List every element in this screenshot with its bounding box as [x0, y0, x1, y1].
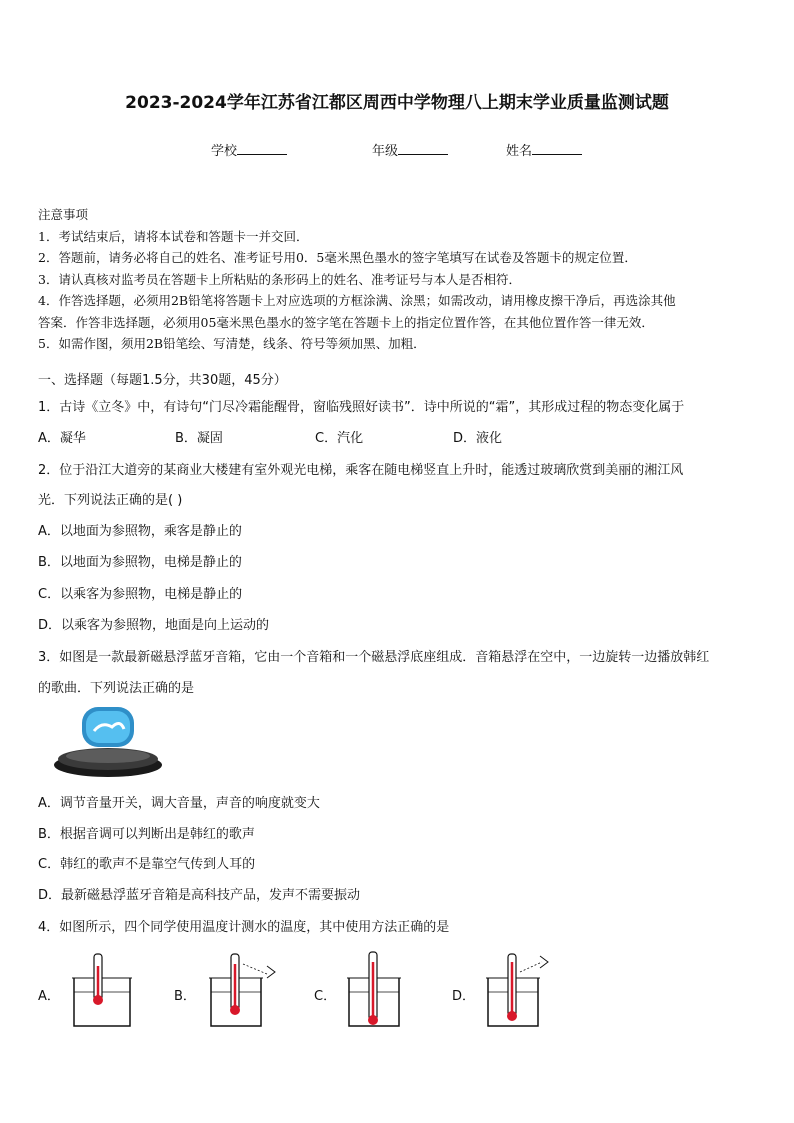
- q1-stem: 1．古诗《立冬》中，有诗句“门尽冷霜能醒骨，窗临残照好读书”．诗中所说的“霜”，其形成过程的物态变化属于: [38, 400, 685, 415]
- q2-option-d: D．以乘客为参照物，地面是向上运动的: [38, 618, 270, 633]
- q3-option-a: A．调节音量开关，调大音量，声音的响度就变大: [38, 796, 320, 811]
- grade-blank: [398, 142, 448, 155]
- name-label: 姓名: [506, 144, 533, 159]
- eye-icon: [267, 966, 275, 978]
- q2-option-b: B．以地面为参照物，电梯是静止的: [38, 555, 242, 570]
- thermometer-d-figure: [482, 950, 562, 1030]
- thermometer-b-figure: [205, 950, 285, 1030]
- name-blank: [532, 142, 582, 155]
- q2-stem-line1: 2．位于沿江大道旁的某商业大楼建有室外观光电梯，乘客在随电梯竖直上升时，能透过玻璃欣赏到美丽的湘江风: [38, 463, 684, 478]
- q1-option-a: A．凝华: [38, 431, 86, 446]
- notice-item: 2．答题前，请务必将自己的姓名、准考证号用0．5毫米黑色墨水的签字笔填写在试卷及答题卡的规定位置．: [38, 250, 637, 265]
- notice-item: 4．作答选择题，必须用2B铅笔将答题卡上对应选项的方框涂满、涂黑；如需改动，请用橡皮擦干净后，再选涂其他: [38, 293, 676, 308]
- q3-option-d: D．最新磁悬浮蓝牙音箱是高科技产品，发声不需要振动: [38, 888, 361, 903]
- q2-option-c: C．以乘客为参照物，电梯是静止的: [38, 587, 243, 602]
- q3-option-b: B．根据音调可以判断出是韩红的歌声: [38, 827, 255, 842]
- notice-item: 3．请认真核对监考员在答题卡上所粘贴的条形码上的姓名、准考证号与本人是否相符．: [38, 271, 521, 287]
- q2-stem-line2: 光．下列说法正确的是( ): [38, 493, 183, 508]
- name-field: [506, 140, 582, 159]
- q1-option-d: D．液化: [453, 431, 503, 446]
- q4-option-b: B．: [174, 989, 196, 1004]
- notice-item: 答案．作答非选择题，必须用05毫米黑色墨水的签字笔在答题卡上的指定位置作答，在其他位置作答一律无效．: [38, 314, 654, 330]
- school-blank: [237, 142, 287, 155]
- thermometer-c-figure: [343, 950, 413, 1030]
- school-field: [211, 140, 287, 159]
- notice-heading: 注意事项: [38, 207, 89, 222]
- notice-section: [38, 204, 768, 355]
- q1-option-c: C．汽化: [315, 431, 364, 446]
- section-heading: 一、选择题（每题1.5分，共30题，45分）: [38, 373, 287, 388]
- maglev-speaker-figure: [50, 703, 166, 781]
- q4-option-c: C．: [314, 989, 337, 1004]
- grade-field: [372, 140, 448, 159]
- thermometer-a-figure: [68, 950, 138, 1030]
- speaker-base-top: [66, 749, 150, 763]
- notice-item: 5．如需作图，须用2B铅笔绘、写清楚，线条、符号等须加黑、加粗．: [38, 336, 426, 351]
- q3-stem-line2: 的歌曲．下列说法正确的是: [38, 681, 195, 696]
- eye-icon: [540, 956, 548, 968]
- grade-label: 年级: [372, 144, 399, 159]
- q1-option-b: B．凝固: [175, 431, 223, 446]
- q4-option-d: D．: [452, 989, 476, 1004]
- school-label: 学校: [211, 144, 238, 159]
- q3-option-c: C．韩红的歌声不是靠空气传到人耳的: [38, 857, 256, 872]
- notice-item: 1．考试结束后，请将本试卷和答题卡一并交回．: [38, 228, 309, 244]
- page-title: 2023-2024学年江苏省江都区周西中学物理八上期末学业质量监测试题: [125, 93, 669, 113]
- q4-stem: 4．如图所示，四个同学使用温度计测水的温度，其中使用方法正确的是: [38, 920, 450, 935]
- q4-option-a: A．: [38, 989, 60, 1004]
- q2-option-a: A．以地面为参照物，乘客是静止的: [38, 524, 242, 539]
- q3-stem-line1: 3．如图是一款最新磁悬浮蓝牙音箱，它由一个音箱和一个磁悬浮底座组成．音箱悬浮在空中，一边旋转一边播放韩红: [38, 650, 710, 665]
